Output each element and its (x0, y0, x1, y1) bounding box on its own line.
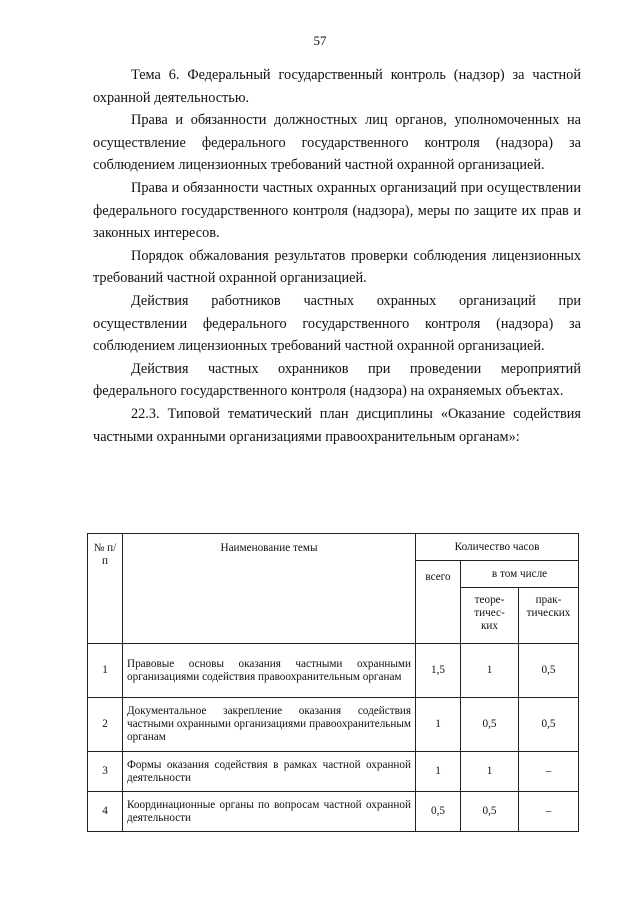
row-total: 1 (416, 698, 461, 752)
row-total: 0,5 (416, 792, 461, 832)
row-num: 2 (88, 698, 123, 752)
table-row (88, 698, 579, 752)
row-total: 1 (416, 752, 461, 792)
row-num: 4 (88, 792, 123, 832)
header-practice: прак- тических (519, 588, 579, 644)
row-topic: Координационные органы по вопросам частной охранной деятельности (123, 792, 416, 832)
paragraph: Действия работников частных охранных организаций при осуществлении федерального государственного контроля (надзора) за соблюдением лицензионных требований частной охранной организацией. (93, 292, 581, 355)
paragraph: Действия частных охранников при проведении мероприятий федерального государственного контроля (надзора) на охраняемых объектах. (93, 360, 581, 400)
row-practice: 0,5 (519, 644, 579, 698)
table-row (88, 792, 579, 832)
paragraph: Порядок обжалования результатов проверки соблюдения лицензионных требований частной охранной организацией. (93, 247, 581, 287)
row-topic: Формы оказания содействия в рамках частной охранной деятельности (123, 752, 416, 792)
table-header-row (88, 534, 579, 561)
header-topic-name: Наименование темы (123, 534, 416, 644)
row-theory: 0,5 (461, 698, 519, 752)
topic-heading: Тема 6. Федеральный государственный контроль (надзор) за частной охранной деятельностью. (93, 67, 581, 106)
table-row (88, 644, 579, 698)
row-practice: – (519, 792, 579, 832)
row-num: 1 (88, 644, 123, 698)
thematic-plan-table (87, 533, 579, 832)
body-text (93, 64, 581, 448)
row-topic: Документальное закрепление оказания содействия частными охранными организациями правоохранительным органам (123, 698, 416, 752)
row-total: 1,5 (416, 644, 461, 698)
row-topic: Правовые основы оказания частными охранными организациями содействия правоохранительным органам (123, 644, 416, 698)
page-number: 57 (313, 33, 327, 48)
header-hours: Количество часов (416, 534, 579, 561)
header-total: всего (416, 561, 461, 644)
row-practice: – (519, 752, 579, 792)
row-theory: 1 (461, 752, 519, 792)
paragraph: Права и обязанности должностных лиц органов, уполномоченных на осуществление федерального государственного контроля (надзора) за соблюдением лицензионных требований частной охранной организацией. (93, 112, 581, 174)
section-intro: 22.3. Типовой тематический план дисциплины «Оказание содействия частными охранными организациями правоохранительным органам»: (93, 405, 581, 445)
row-theory: 1 (461, 644, 519, 698)
table-row (88, 752, 579, 792)
row-num: 3 (88, 752, 123, 792)
row-practice: 0,5 (519, 698, 579, 752)
header-including: в том числе (461, 561, 579, 588)
row-theory: 0,5 (461, 792, 519, 832)
header-theory: теоре- тичес- ких (461, 588, 519, 644)
paragraph: Права и обязанности частных охранных организаций при осуществлении федерального государственного контроля (надзора), меры по защите их прав и законных интересов. (93, 179, 581, 242)
header-num: № п/п (88, 534, 123, 644)
